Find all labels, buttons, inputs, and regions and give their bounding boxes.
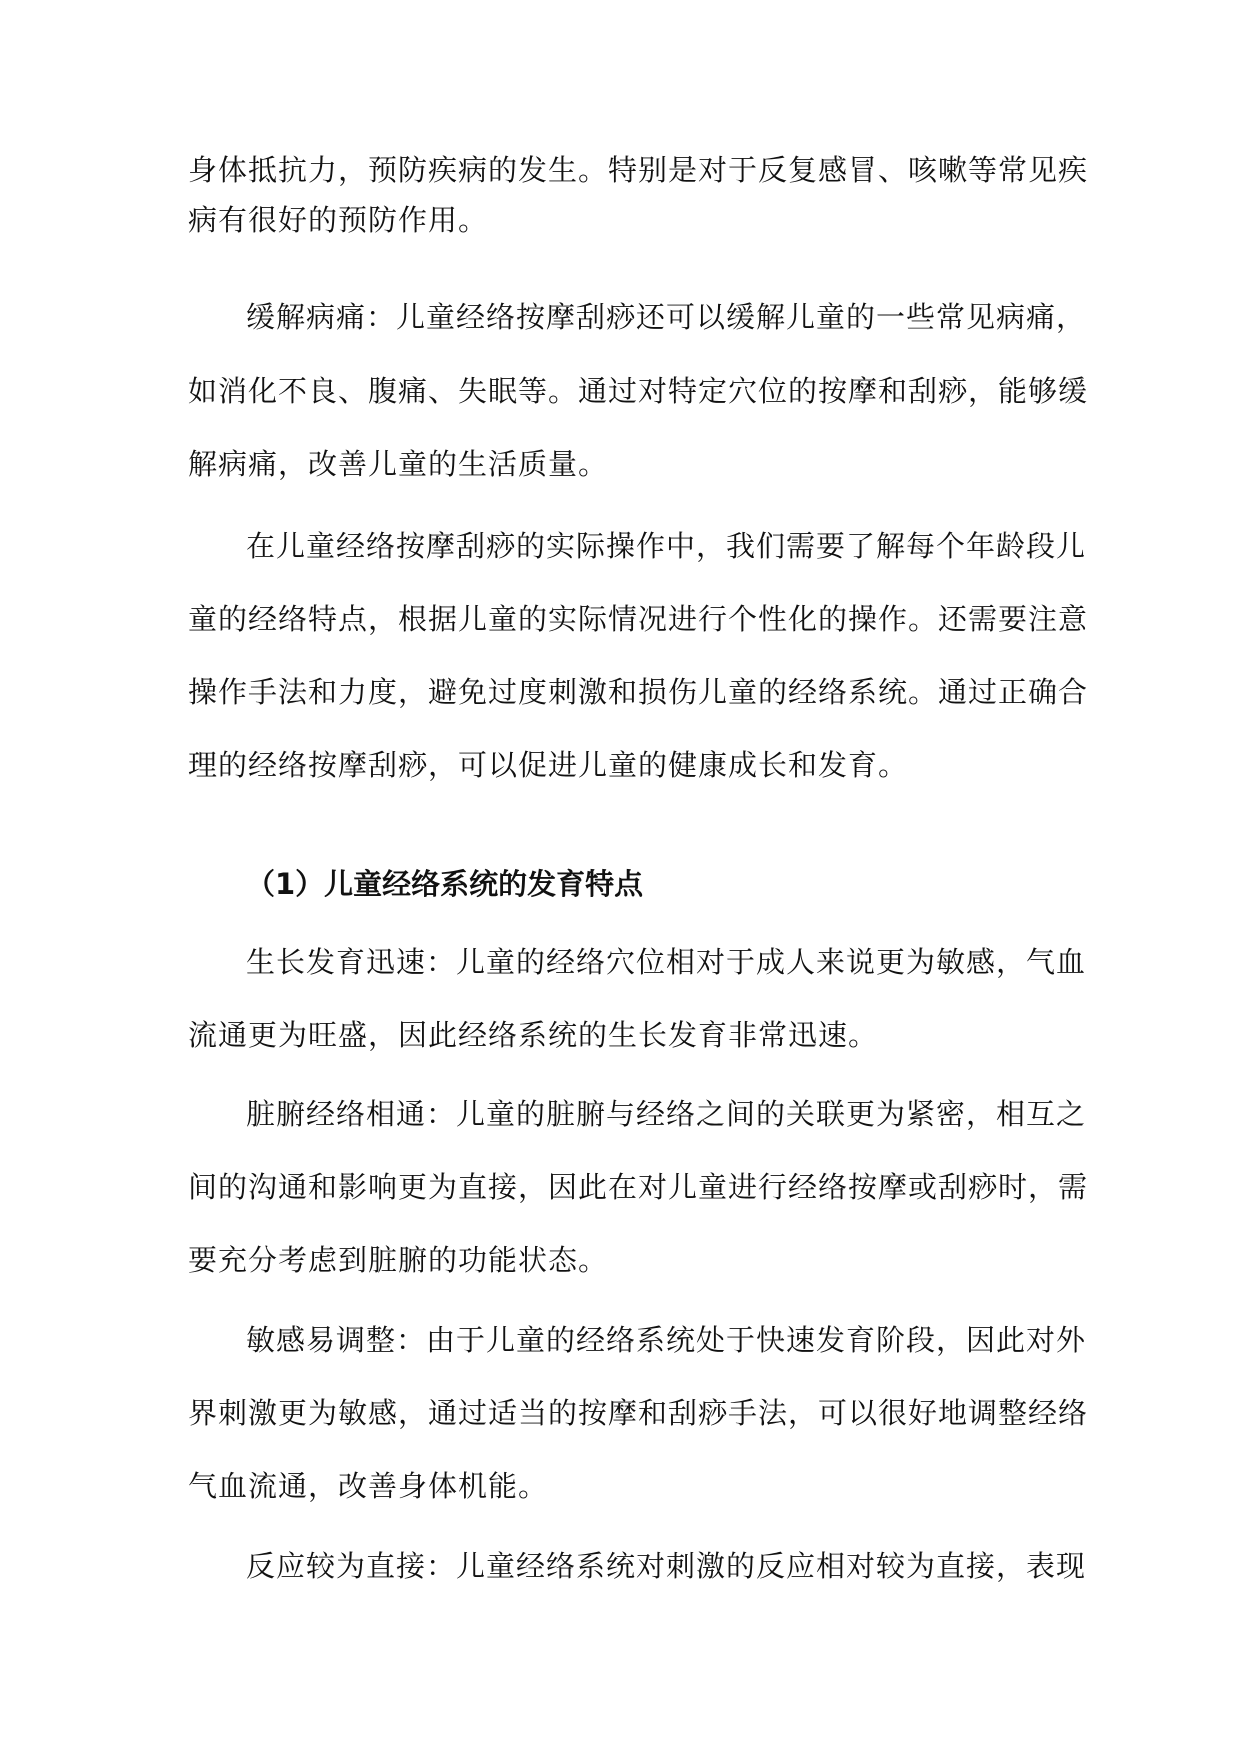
paragraph-6-line-3: 气血流通，改善身体机能。 (188, 1469, 549, 1503)
paragraph-6-line-1: 敏感易调整：由于儿童的经络系统处于快速发育阶段，因此对外 (246, 1323, 1087, 1357)
paragraph-2-line-2: 如消化不良、腹痛、失眠等。通过对特定穴位的按摩和刮痧，能够缓 (188, 374, 1089, 408)
paragraph-3-line-1: 在儿童经络按摩刮痧的实际操作中，我们需要了解每个年龄段儿 (246, 529, 1087, 563)
paragraph-1-line-2: 病有很好的预防作用。 (188, 203, 489, 237)
paragraph-6-line-2: 界刺激更为敏感，通过适当的按摩和刮痧手法，可以很好地调整经络 (188, 1396, 1089, 1430)
paragraph-1-line-1: 身体抵抗力，预防疾病的发生。特别是对于反复感冒、咳嗽等常见疾 (188, 153, 1089, 187)
section-heading: （1）儿童经络系统的发育特点 (246, 867, 644, 901)
paragraph-7-line-1: 反应较为直接：儿童经络系统对刺激的反应相对较为直接，表现 (246, 1549, 1087, 1583)
paragraph-3-line-2: 童的经络特点，根据儿童的实际情况进行个性化的操作。还需要注意 (188, 602, 1089, 636)
paragraph-2-line-3: 解病痛，改善儿童的生活质量。 (188, 447, 609, 481)
paragraph-4-line-2: 流通更为旺盛，因此经络系统的生长发育非常迅速。 (188, 1018, 879, 1052)
paragraph-3-line-3: 操作手法和力度，避免过度刺激和损伤儿童的经络系统。通过正确合 (188, 675, 1089, 709)
paragraph-4-line-1: 生长发育迅速：儿童的经络穴位相对于成人来说更为敏感，气血 (246, 945, 1087, 979)
paragraph-3-line-4: 理的经络按摩刮痧，可以促进儿童的健康成长和发育。 (188, 748, 909, 782)
paragraph-5-line-3: 要充分考虑到脏腑的功能状态。 (188, 1243, 609, 1277)
paragraph-5-line-2: 间的沟通和影响更为直接，因此在对儿童进行经络按摩或刮痧时，需 (188, 1170, 1089, 1204)
paragraph-2-line-1: 缓解病痛：儿童经络按摩刮痧还可以缓解儿童的一些常见病痛， (246, 300, 1087, 334)
paragraph-5-line-1: 脏腑经络相通：儿童的脏腑与经络之间的关联更为紧密，相互之 (246, 1097, 1087, 1131)
